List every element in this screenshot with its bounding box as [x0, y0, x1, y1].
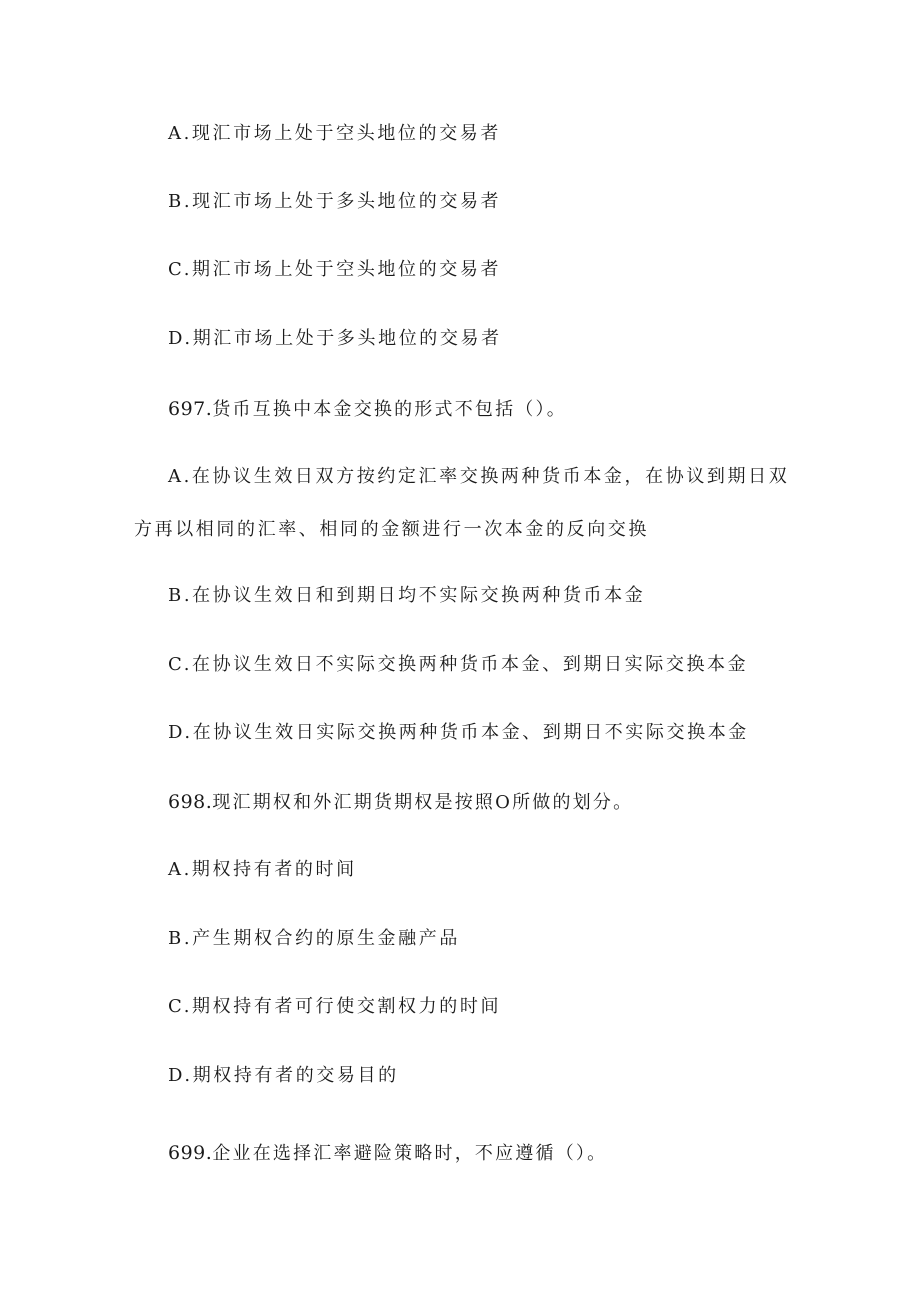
question-number: 698. — [168, 791, 213, 813]
question-699 — [168, 1141, 607, 1166]
q698-option-c: C.期权持有者可行使交割权力的时间 — [168, 996, 502, 1017]
q698-option-b: B.产生期权合约的原生金融产品 — [168, 928, 460, 949]
prev-option-d: D.期汇市场上处于多头地位的交易者 — [168, 328, 502, 349]
question-number: 697. — [168, 398, 213, 420]
q698-option-a: A.期权持有者的时间 — [168, 859, 357, 880]
q697-option-a-line2: 方再以相同的汇率、相同的金额进行一次本金的反向交换 — [134, 519, 649, 540]
q697-option-b: B.在协议生效日和到期日均不实际交换两种货币本金 — [168, 585, 646, 606]
q697-option-a-line1: A.在协议生效日双方按约定汇率交换两种货币本金，在协议到期日双 — [168, 466, 790, 487]
question-697 — [168, 397, 567, 422]
q698-option-d: D.期权持有者的交易目的 — [168, 1065, 399, 1086]
prev-option-a: A.现汇市场上处于空头地位的交易者 — [168, 123, 501, 144]
prev-option-b: B.现汇市场上处于多头地位的交易者 — [168, 191, 502, 212]
question-stem: 现汇期权和外汇期货期权是按照O所做的划分。 — [212, 792, 634, 813]
q697-option-d: D.在协议生效日实际交换两种货币本金、到期日不实际交换本金 — [168, 722, 749, 743]
question-number: 699. — [168, 1142, 213, 1164]
question-698 — [168, 790, 633, 815]
q697-option-c: C.在协议生效日不实际交换两种货币本金、到期日实际交换本金 — [168, 654, 749, 675]
question-stem: 企业在选择汇率避险策略时，不应遵循（）。 — [212, 1143, 608, 1164]
prev-option-c: C.期汇市场上处于空头地位的交易者 — [168, 259, 502, 280]
question-stem: 货币互换中本金交换的形式不包括（）。 — [212, 399, 567, 420]
